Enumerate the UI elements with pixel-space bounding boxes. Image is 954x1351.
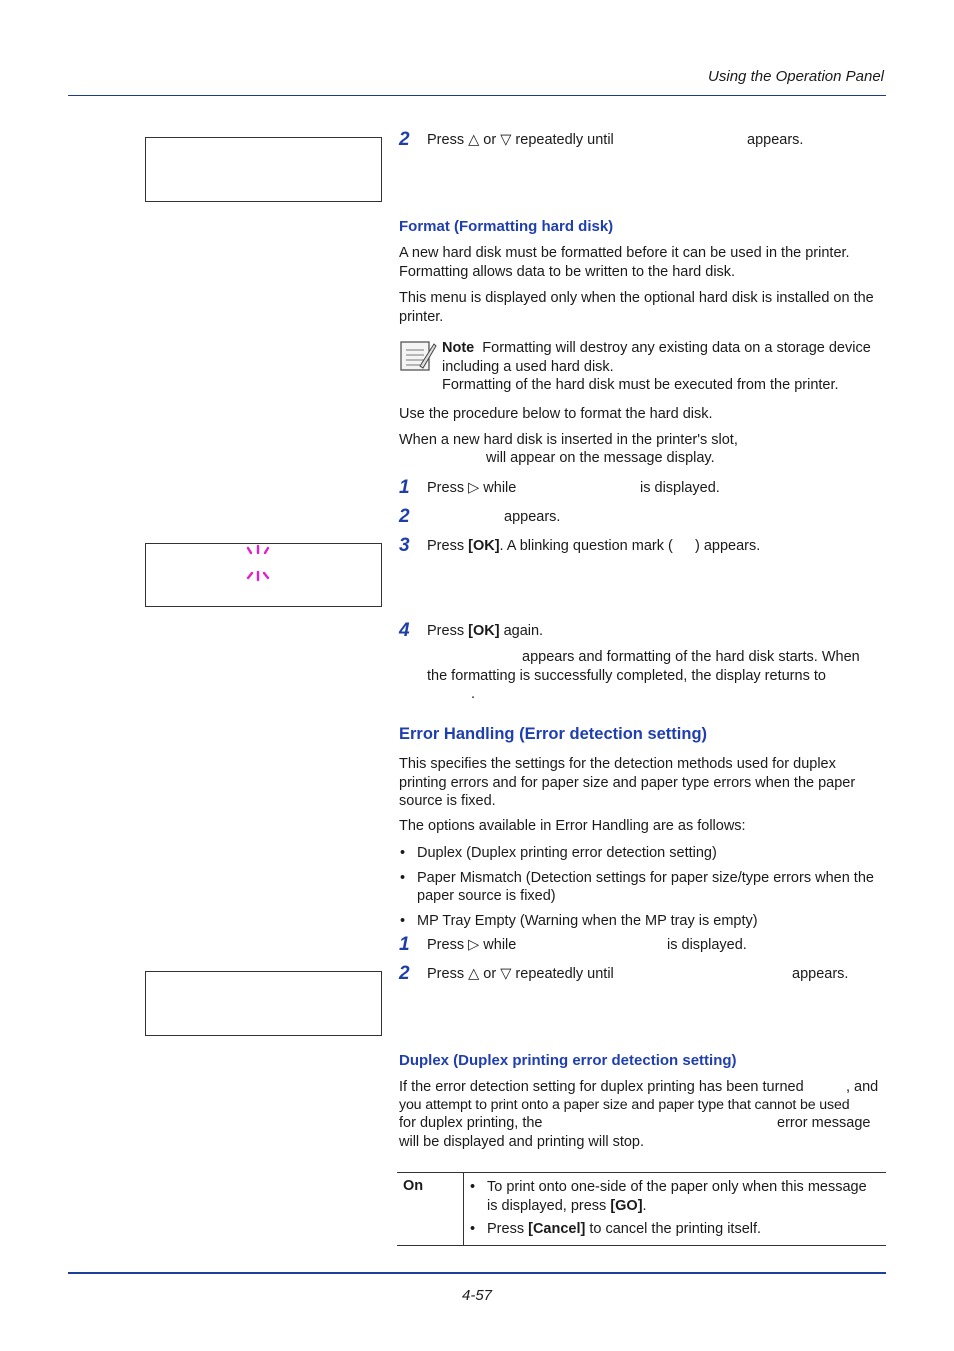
list-item <box>469 1220 881 1239</box>
up-triangle-icon: △ <box>468 966 480 982</box>
format-step-3-text <box>427 538 673 554</box>
format-para-2-text: This menu is displayed only when the optional hard disk is installed on the printer. <box>399 290 874 325</box>
step-text-while: while <box>483 480 517 496</box>
format-para-4b: will appear on the message display. <box>486 450 715 466</box>
table-item-1-text: To print onto one-side of the paper only when this message is displayed, press <box>487 1179 867 1214</box>
format-step-2-end: appears. <box>504 509 561 525</box>
table-item-1-end: . <box>642 1197 647 1214</box>
table-item-2-press: Press <box>487 1221 525 1237</box>
format-step-4-number: 4 <box>399 620 410 641</box>
step-text-or: or <box>483 132 497 148</box>
format-para-1 <box>399 244 887 281</box>
format-step-4-line-3: . <box>471 686 476 702</box>
list-item: • MP Tray Empty (Warning when the MP tray is empty) <box>399 912 884 931</box>
error-step-1-number: 1 <box>399 934 410 955</box>
format-para-3: Use the procedure below to format the hard disk. <box>399 406 713 422</box>
step-text-press: Press <box>427 538 465 554</box>
error-handling-para-2: The options available in Error Handling are as follows: <box>399 818 746 834</box>
error-handling-options-list <box>399 844 884 930</box>
format-step-4-text <box>427 623 543 639</box>
duplex-heading: Duplex (Duplex printing error detection setting) <box>399 1052 737 1069</box>
footer-rule <box>68 1272 886 1274</box>
table-option-description <box>469 1178 881 1239</box>
step-3-rest: . A blinking question mark ( <box>499 538 673 554</box>
ok-key-label: [OK] <box>468 623 500 639</box>
error-step-1-end: is displayed. <box>667 937 747 953</box>
list-item <box>469 1178 881 1215</box>
format-step-1-end: is displayed. <box>640 480 720 496</box>
duplex-options-table <box>397 1172 886 1246</box>
step-text-press: Press <box>427 480 465 496</box>
page-header-title: Using the Operation Panel <box>708 68 884 85</box>
step-2-text <box>427 132 614 148</box>
up-triangle-icon: △ <box>468 132 480 148</box>
format-para-2 <box>399 289 887 326</box>
error-handling-para-1-text: This specifies the settings for the detection methods used for duplex printing errors and for paper size and paper type errors when the paper source is fixed. <box>399 756 856 809</box>
step-text-press: Press <box>427 966 465 982</box>
table-divider <box>463 1173 464 1245</box>
error-handling-para-1 <box>399 755 887 811</box>
format-para-4a: When a new hard disk is inserted in the printer's slot, <box>399 432 738 448</box>
format-step-2-number: 2 <box>399 506 410 527</box>
duplex-line-3a: for duplex printing, the <box>399 1115 543 1131</box>
table-option-on: On <box>403 1178 424 1194</box>
format-step-4-line-1: appears and formatting of the hard disk starts. When <box>522 649 860 665</box>
error-step-2-end: appears. <box>792 966 849 982</box>
duplex-line-1b: , and <box>846 1079 879 1095</box>
format-para-1-text: A new hard disk must be formatted before it can be used in the printer. Formatting allows data to be written to the hard disk. <box>399 245 850 280</box>
cancel-key-label: [Cancel] <box>528 1221 586 1237</box>
note-text-2: Formatting of the hard disk must be executed from the printer. <box>442 377 839 393</box>
duplex-line-1a: If the error detection setting for duplex printing has been turned <box>399 1079 804 1095</box>
step-text-or: or <box>483 966 497 982</box>
down-triangle-icon: ▽ <box>500 966 512 982</box>
note-label: Note <box>442 340 475 356</box>
page-number: 4-57 <box>461 1287 493 1304</box>
blink-indicator-icon <box>243 544 273 584</box>
step-text-while: while <box>483 937 517 953</box>
lcd-display-2 <box>145 543 382 607</box>
note-icon <box>398 338 438 374</box>
list-item: • Duplex (Duplex printing error detection setting) <box>399 844 884 863</box>
header-rule <box>68 95 886 96</box>
step-text-press: Press <box>427 937 465 953</box>
note-text-1: Formatting will destroy any existing data on a storage device including a used hard disk. <box>442 340 871 375</box>
down-triangle-icon: ▽ <box>500 132 512 148</box>
step-text-until: repeatedly until <box>515 966 614 982</box>
error-step-2-text <box>427 966 614 982</box>
ok-key-label: [OK] <box>468 538 500 554</box>
duplex-line-3b: error message <box>777 1115 871 1131</box>
step-text-until: repeatedly until <box>515 132 614 148</box>
right-triangle-icon: ▷ <box>468 937 480 953</box>
go-key-label: [GO] <box>610 1197 643 1214</box>
format-heading: Format (Formatting hard disk) <box>399 218 614 235</box>
duplex-line-2: you attempt to print onto a paper size and paper type that cannot be used <box>399 1097 850 1113</box>
error-handling-heading: Error Handling (Error detection setting) <box>399 725 708 743</box>
step-text-press: Press <box>427 132 465 148</box>
step-4-rest: again. <box>503 623 544 639</box>
format-step-4-line-2: the formatting is successfully completed, the display returns to <box>427 668 826 684</box>
format-step-3-end: ) appears. <box>695 538 761 554</box>
duplex-line-4: will be displayed and printing will stop. <box>399 1134 645 1150</box>
lcd-display-3 <box>145 971 382 1036</box>
lcd-display-1 <box>145 137 382 202</box>
note-block <box>442 339 882 395</box>
format-step-3-number: 3 <box>399 535 410 556</box>
error-step-2-number: 2 <box>399 963 410 984</box>
step-2-number: 2 <box>399 129 410 150</box>
step-2-appears: appears. <box>747 132 804 148</box>
step-text-press: Press <box>427 623 465 639</box>
list-item: • Paper Mismatch (Detection settings for paper size/type errors when the paper source is fixed) <box>399 869 884 906</box>
right-triangle-icon: ▷ <box>468 480 480 496</box>
format-step-1-text <box>427 480 516 496</box>
format-step-1-number: 1 <box>399 477 410 498</box>
table-item-2-end: to cancel the printing itself. <box>589 1221 762 1237</box>
error-step-1-text <box>427 937 516 953</box>
